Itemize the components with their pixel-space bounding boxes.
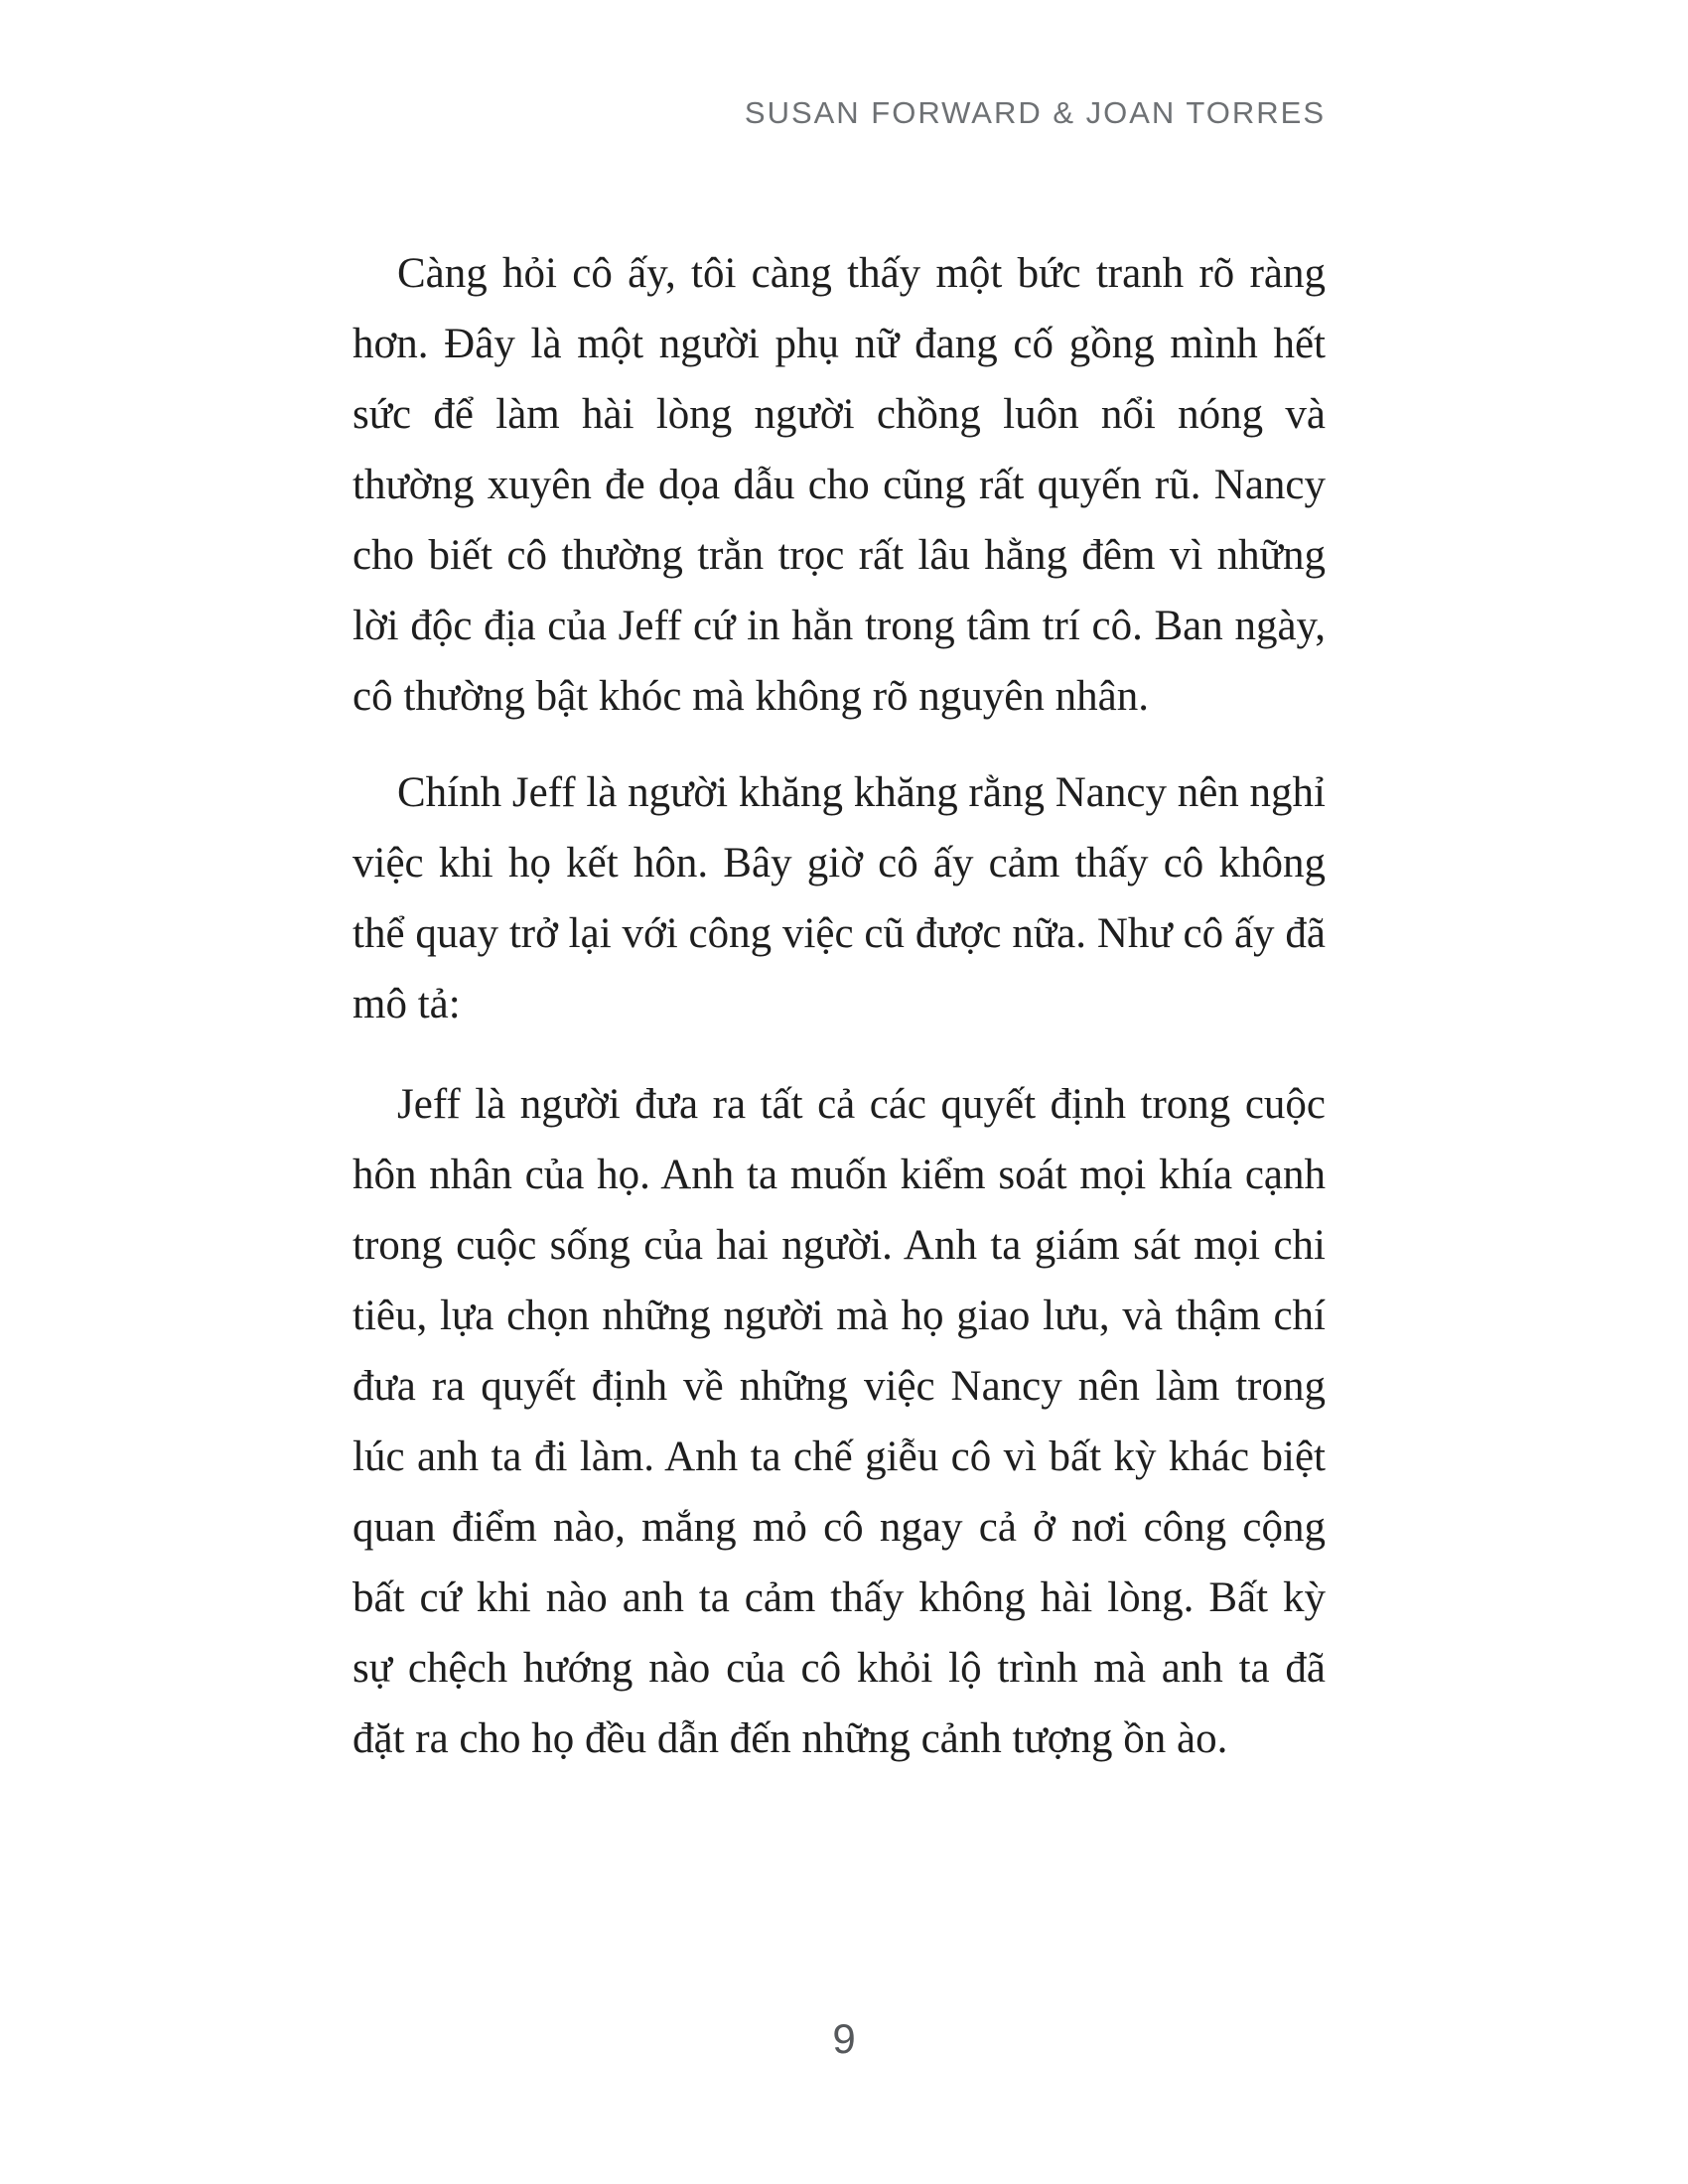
body-paragraph-1: Càng hỏi cô ấy, tôi càng thấy một bức tranh rõ ràng hơn. Đây là một người phụ nữ đang cố gồng mình hết sức để làm hài lòng người chồng luôn nổi nóng và thường xuyên đe dọa dẫu cho cũng rất quyến rũ. Nancy cho biết cô thường trằn trọc rất lâu hằng đêm vì những lời độc địa của Jeff cứ in hằn trong tâm trí cô. Ban ngày, cô thường bật khóc mà không rõ nguyên nhân. [352, 250, 1326, 720]
body-paragraph-3: Jeff là người đưa ra tất cả các quyết định trong cuộc hôn nhân của họ. Anh ta muốn kiểm soát mọi khía cạnh trong cuộc sống của hai người. Anh ta giám sát mọi chi tiêu, lựa chọn những người mà họ giao lưu, và thậm chí đưa ra quyết định về những việc Nancy nên làm trong lúc anh ta đi làm. Anh ta chế giễu cô vì bất kỳ khác biệt quan điểm nào, mắng mỏ cô ngay cả ở nơi công cộng bất cứ khi nào anh ta cảm thấy không hài lòng. Bất kỳ sự chệch hướng nào của cô khỏi lộ trình mà anh ta đã đặt ra cho họ đều dẫn đến những cảnh tượng ồn ào. [352, 1081, 1326, 1762]
body-text-block [352, 238, 1326, 1774]
running-header-author-names: SUSAN FORWARD & JOAN TORRES [744, 95, 1326, 130]
body-paragraph-2: Chính Jeff là người khăng khăng rằng Nancy nên nghỉ việc khi họ kết hôn. Bây giờ cô ấy cảm thấy cô không thể quay trở lại với công việc cũ được nữa. Như cô ấy đã mô tả: [352, 769, 1326, 1027]
page-number: 9 [832, 2015, 856, 2062]
